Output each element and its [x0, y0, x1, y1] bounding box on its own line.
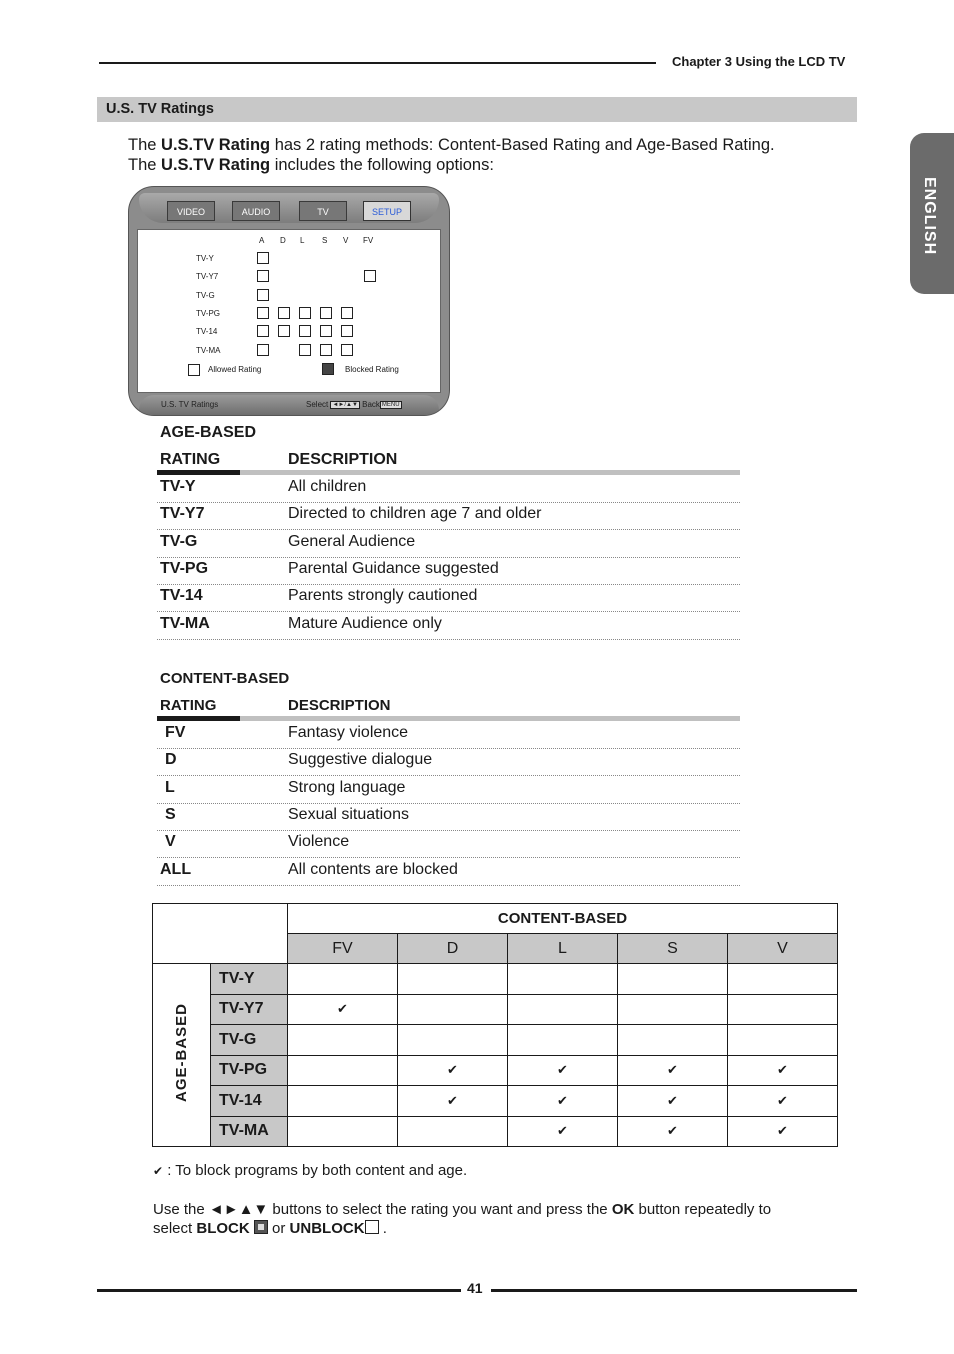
allowed-rating-label: Allowed Rating — [208, 365, 262, 374]
matrix-col-header: S — [618, 934, 728, 964]
allowed-rating-icon — [188, 364, 200, 376]
matrix-cell — [508, 994, 618, 1025]
osd-footer — [139, 395, 439, 415]
matrix-cell — [728, 1055, 838, 1086]
osd-ratings-panel — [137, 229, 441, 393]
matrix-cell — [508, 1116, 618, 1147]
matrix-cell — [508, 1025, 618, 1056]
matrix-col-header: FV — [288, 934, 398, 964]
osd-rating-checkbox — [257, 289, 269, 301]
check-note: ✔ : To block programs by both content and age. — [153, 1162, 468, 1179]
osd-rating-checkbox — [257, 270, 269, 282]
rating-code: TV-PG — [160, 559, 209, 577]
rating-row — [157, 803, 740, 831]
blocked-rating-label: Blocked Rating — [345, 365, 399, 374]
osd-row-label: TV-PG — [196, 308, 221, 318]
check-icon: ✔ — [667, 1062, 678, 1078]
osd-col-a: A — [259, 236, 265, 245]
matrix-col-header: D — [398, 934, 508, 964]
check-icon: ✔ — [447, 1062, 458, 1078]
language-tab — [910, 133, 954, 294]
osd-tab-audio: AUDIO — [232, 201, 280, 221]
matrix-cell — [508, 1055, 618, 1086]
matrix-row — [153, 1025, 838, 1056]
osd-rating-checkbox — [364, 270, 376, 282]
us-tv-rating-term: U.S.TV Rating — [161, 156, 271, 174]
rating-row — [157, 830, 740, 858]
rating-description: Parents strongly cautioned — [288, 587, 478, 605]
unlocked-box-icon — [365, 1220, 379, 1234]
rating-row — [157, 502, 740, 530]
chapter-title: Chapter 3 Using the LCD TV — [672, 54, 846, 69]
intro-line-1: The U.S.TV Rating has 2 rating methods: Content-Based Rating and Age-Based Rating. — [128, 136, 775, 154]
osd-rating-checkbox — [257, 344, 269, 356]
osd-rating-checkbox — [278, 325, 290, 337]
matrix-col-header: L — [508, 934, 618, 964]
matrix-row-label: TV-MA — [211, 1116, 288, 1147]
osd-rating-checkbox — [299, 344, 311, 356]
matrix-cell — [288, 1116, 398, 1147]
osd-row-label: TV-G — [196, 290, 215, 300]
osd-rating-checkbox — [341, 325, 353, 337]
matrix-cell — [288, 994, 398, 1025]
matrix-cell — [618, 1116, 728, 1147]
osd-row-label: TV-Y — [196, 254, 214, 263]
rating-code: L — [165, 778, 175, 796]
menu-key-icon: MENU — [381, 401, 400, 408]
matrix-content-header: CONTENT-BASED — [288, 904, 838, 934]
osd-rating-checkbox — [320, 344, 332, 356]
osd-footer-title: U.S. TV Ratings — [161, 400, 219, 409]
matrix-corner — [153, 904, 288, 964]
matrix-col-header: V — [728, 934, 838, 964]
check-icon: ✔ — [447, 1092, 458, 1108]
osd-row-label: TV-14 — [196, 327, 218, 337]
check-icon: ✔ — [153, 1164, 164, 1178]
matrix-cell — [398, 994, 508, 1025]
matrix-cell — [508, 964, 618, 995]
rating-description: Sexual situations — [288, 805, 409, 823]
rating-row — [157, 475, 740, 503]
rating-description: Mature Audience only — [288, 614, 442, 632]
age-table-title: AGE-BASED — [160, 424, 257, 441]
rating-matrix — [152, 903, 838, 1147]
osd-col-d: D — [280, 236, 286, 245]
matrix-cell — [398, 964, 508, 995]
blocked-rating-icon — [322, 363, 334, 375]
rating-code: TV-14 — [160, 587, 203, 605]
rating-code: TV-Y7 — [160, 505, 205, 523]
rating-code: S — [165, 805, 176, 823]
osd-rating-checkbox — [257, 307, 269, 319]
matrix-cell — [288, 1025, 398, 1056]
osd-col-l: L — [300, 236, 305, 245]
osd-col-s: S — [322, 236, 328, 245]
rating-description: Violence — [288, 833, 350, 851]
matrix-cell — [288, 1086, 398, 1117]
rating-code: TV-G — [160, 532, 198, 550]
rating-description: All contents are blocked — [288, 860, 458, 878]
check-icon: ✔ — [557, 1092, 568, 1108]
osd-tab-video: VIDEO — [167, 201, 215, 221]
rating-description: All children — [288, 478, 367, 495]
matrix-cell — [398, 1116, 508, 1147]
matrix-cell — [728, 1086, 838, 1117]
osd-col-fv: FV — [363, 236, 374, 245]
matrix-cell — [728, 1116, 838, 1147]
osd-tab-setup: SETUP — [363, 201, 411, 221]
check-icon: ✔ — [557, 1062, 568, 1078]
instructions-line-1: Use the ◄►▲▼ buttons to select the rating you want and press the OK button repeatedly to — [153, 1201, 772, 1218]
rating-description: Strong language — [288, 778, 406, 796]
matrix-row-label: TV-Y — [211, 964, 288, 995]
block-term: BLOCK — [196, 1220, 250, 1237]
matrix-cell — [288, 964, 398, 995]
osd-rating-checkbox — [320, 307, 332, 319]
us-tv-rating-term: U.S.TV Rating — [161, 136, 271, 154]
matrix-cell — [398, 1025, 508, 1056]
rating-code: TV-MA — [160, 614, 210, 632]
page-number: 41 — [467, 1280, 483, 1296]
matrix-age-header-cell — [153, 964, 211, 1147]
content-table-title: CONTENT-BASED — [160, 670, 290, 687]
osd-rating-checkbox — [341, 307, 353, 319]
osd-row-label: TV-Y7 — [196, 272, 219, 282]
check-icon: ✔ — [777, 1092, 788, 1108]
matrix-cell — [618, 994, 728, 1025]
ok-button-term: OK — [611, 1201, 635, 1218]
matrix-row-label: TV-Y7 — [211, 994, 288, 1025]
osd-footer-hints: Select ◄►/▲▼ Back MENU — [306, 400, 400, 409]
rating-row — [157, 557, 740, 585]
rating-code: FV — [165, 724, 186, 741]
rating-row — [157, 858, 740, 886]
matrix-cell — [728, 1025, 838, 1056]
matrix-cell — [728, 964, 838, 995]
matrix-row-label: TV-PG — [211, 1055, 288, 1086]
rating-description: Directed to children age 7 and older — [288, 505, 542, 523]
unblock-term: UNBLOCK — [289, 1220, 365, 1237]
rating-description: Fantasy violence — [288, 724, 409, 741]
osd-rating-checkbox — [299, 325, 311, 337]
matrix-row — [153, 964, 838, 995]
rating-description: General Audience — [288, 532, 416, 550]
matrix-cell — [618, 1025, 728, 1056]
check-icon: ✔ — [557, 1123, 568, 1139]
matrix-cell — [618, 1055, 728, 1086]
rating-code: ALL — [160, 860, 192, 878]
section-bar — [97, 97, 857, 122]
osd-rating-checkbox — [320, 325, 332, 337]
matrix-row — [153, 1086, 838, 1117]
rating-description: Suggestive dialogue — [288, 751, 433, 769]
matrix-cell — [728, 994, 838, 1025]
section-title: U.S. TV Ratings — [106, 101, 214, 117]
osd-rating-checkbox — [257, 325, 269, 337]
matrix-row — [153, 1055, 838, 1086]
matrix-cell — [508, 1086, 618, 1117]
matrix-age-header: AGE-BASED — [173, 1002, 190, 1102]
osd-rating-checkbox — [299, 307, 311, 319]
footer-rule-left — [97, 1289, 461, 1292]
footer-rule-right — [491, 1289, 857, 1292]
content-col-rating: RATING — [160, 697, 217, 714]
language-label: ENGLISH — [921, 177, 938, 256]
check-icon: ✔ — [777, 1123, 788, 1139]
rating-row — [157, 584, 740, 612]
check-icon: ✔ — [777, 1062, 788, 1078]
rating-code: V — [165, 833, 176, 851]
check-icon: ✔ — [337, 1001, 348, 1017]
matrix-cell — [398, 1086, 508, 1117]
check-icon: ✔ — [667, 1092, 678, 1108]
matrix-cell — [618, 1086, 728, 1117]
matrix-cell — [618, 964, 728, 995]
matrix-row — [153, 1116, 838, 1147]
rating-row — [157, 612, 740, 640]
rating-row — [157, 748, 740, 776]
age-col-rating: RATING — [160, 451, 221, 468]
rating-row — [157, 721, 740, 749]
osd-tab-tv: TV — [299, 201, 347, 221]
rating-row — [157, 776, 740, 804]
rating-row — [157, 530, 740, 558]
osd-rating-checkbox — [257, 252, 269, 264]
matrix-cell — [398, 1055, 508, 1086]
header-rule — [99, 62, 656, 64]
content-col-description: DESCRIPTION — [288, 697, 391, 714]
matrix-row — [153, 994, 838, 1025]
lock-icon — [254, 1220, 268, 1234]
osd-rating-checkbox — [341, 344, 353, 356]
osd-rating-checkbox — [278, 307, 290, 319]
rating-code: TV-Y — [160, 478, 196, 495]
matrix-row-label: TV-G — [211, 1025, 288, 1056]
osd-menu-screenshot — [128, 186, 450, 416]
rating-code: D — [165, 751, 177, 769]
arrow-keys-icon: ◄►▲▼ — [208, 1201, 269, 1218]
intro-line-2: The U.S.TV Rating includes the following options: — [128, 156, 494, 174]
matrix-row-label: TV-14 — [211, 1086, 288, 1117]
check-icon: ✔ — [667, 1123, 678, 1139]
select-key-icon: ◄►/▲▼ — [332, 401, 358, 408]
osd-tab-bar — [139, 193, 439, 223]
instructions-line-2: select BLOCK or UNBLOCK . — [153, 1220, 387, 1237]
rating-description: Parental Guidance suggested — [288, 559, 499, 577]
osd-row-label: TV-MA — [196, 345, 221, 355]
age-col-description: DESCRIPTION — [288, 451, 398, 468]
matrix-cell — [288, 1055, 398, 1086]
osd-col-v: V — [343, 236, 349, 245]
